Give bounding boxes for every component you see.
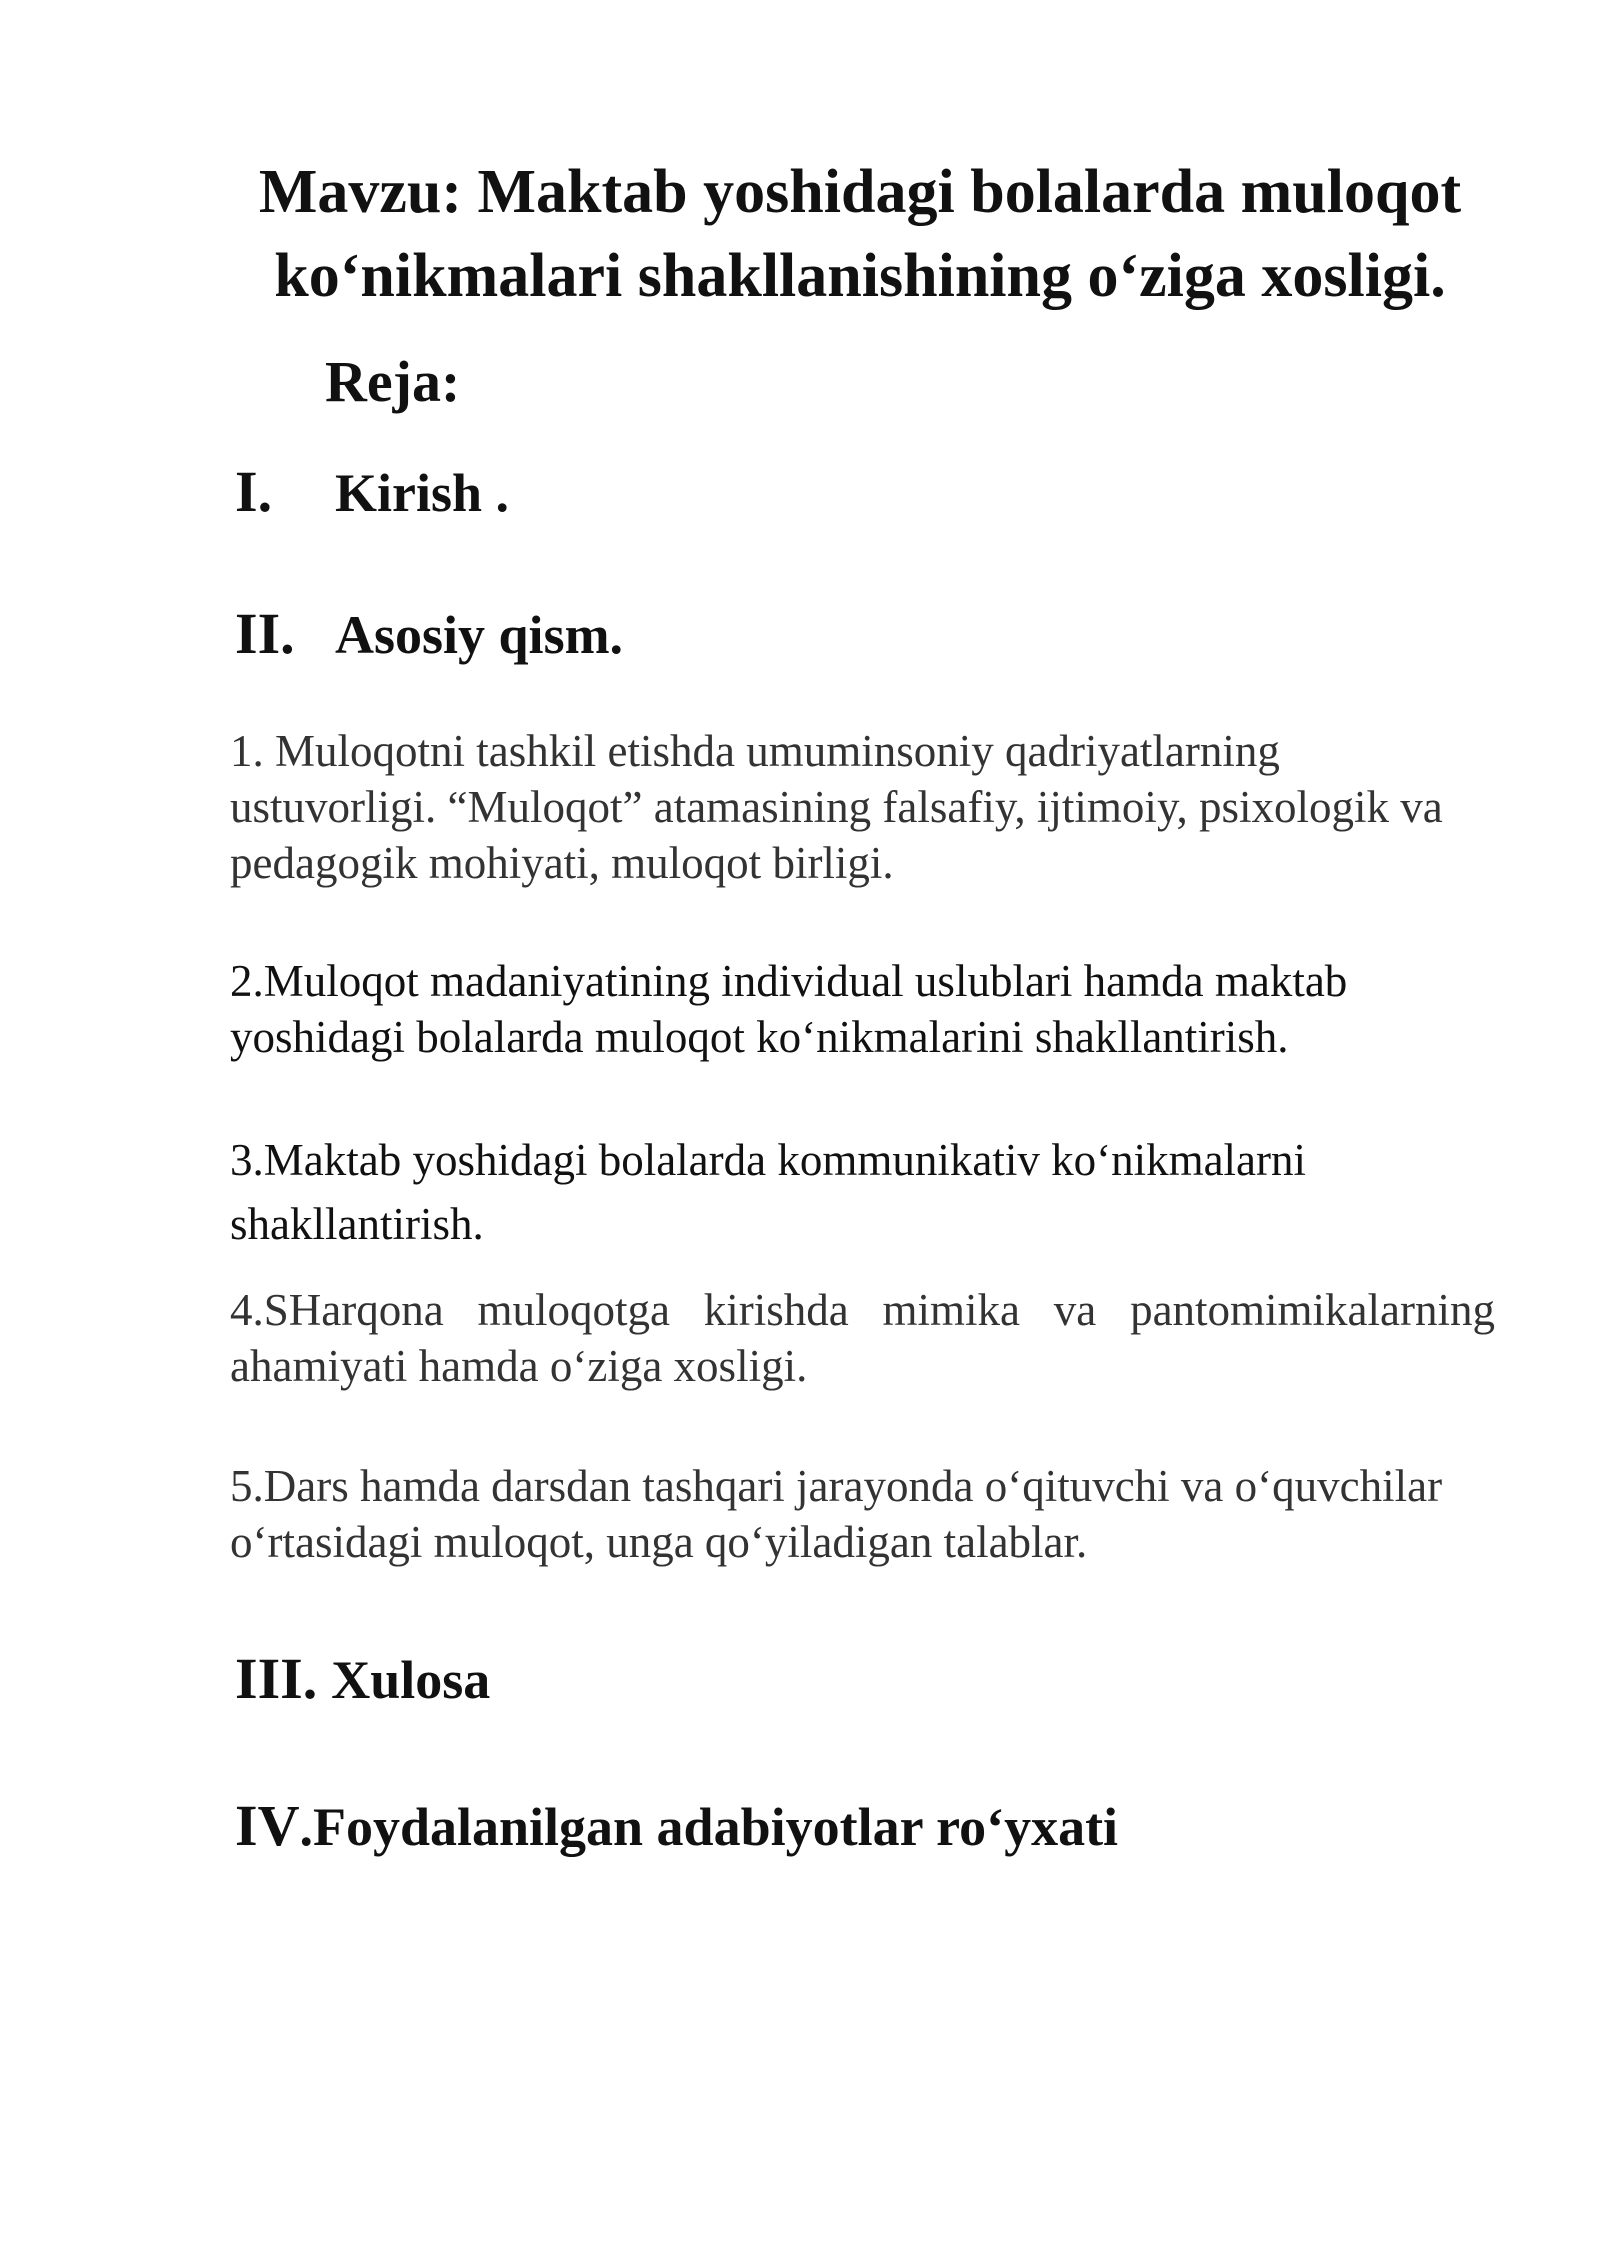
plan-item-5: 5.Dars hamda darsdan tashqari jarayonda o‘qituvchi va o‘quvchilar o‘rtasidagi muloqot, unga qo‘yiladigan talablar. xyxy=(230,1461,1443,1567)
section-numeral: II. xyxy=(235,601,295,666)
plan-item-4: 4.SHarqona muloqotga kirishda mimika va pantomimikalarning ahamiyati hamda o‘ziga xosligi. xyxy=(230,1285,1495,1391)
title-line-1: Mavzu: Maktab yoshidagi bolalarda muloqot xyxy=(258,158,1462,226)
section-introduction xyxy=(235,458,509,525)
plan-item-1: 1. Muloqotni tashkil etishda umuminsoniy qadriyatlarning ustuvorligi. “Muloqot” atamasining falsafiy, ijtimoiy, psixologik va pedagogik mohiyati, muloqot birligi. xyxy=(230,726,1443,888)
section-label: Xulosa xyxy=(331,1650,491,1710)
plan-item-3: 3.Maktab yoshidagi bolalarda kommunikativ ko‘nikmalarni shakllantirish. xyxy=(230,1135,1307,1249)
section-label: Asosiy qism. xyxy=(335,605,624,665)
section-conclusion xyxy=(235,1645,490,1712)
title-line-2: ko‘nikmalari shakllanishining o‘ziga xosligi. xyxy=(274,242,1446,310)
plan-item-2: 2.Muloqot madaniyatining individual uslublari hamda maktab yoshidagi bolalarda muloqot ko‘nikmalarini shakllantirish. xyxy=(230,956,1348,1062)
section-references xyxy=(235,1792,1118,1859)
section-numeral: III. xyxy=(235,1646,318,1711)
section-numeral: IV xyxy=(235,1793,300,1858)
section-label: Kirish . xyxy=(335,463,510,523)
section-numeral: I. xyxy=(235,459,273,524)
section-label: .Foydalanilgan adabiyotlar ro‘yxati xyxy=(299,1797,1119,1857)
section-main-part xyxy=(235,600,623,667)
plan-heading: Reja: xyxy=(325,349,461,414)
document-title xyxy=(210,150,1510,318)
